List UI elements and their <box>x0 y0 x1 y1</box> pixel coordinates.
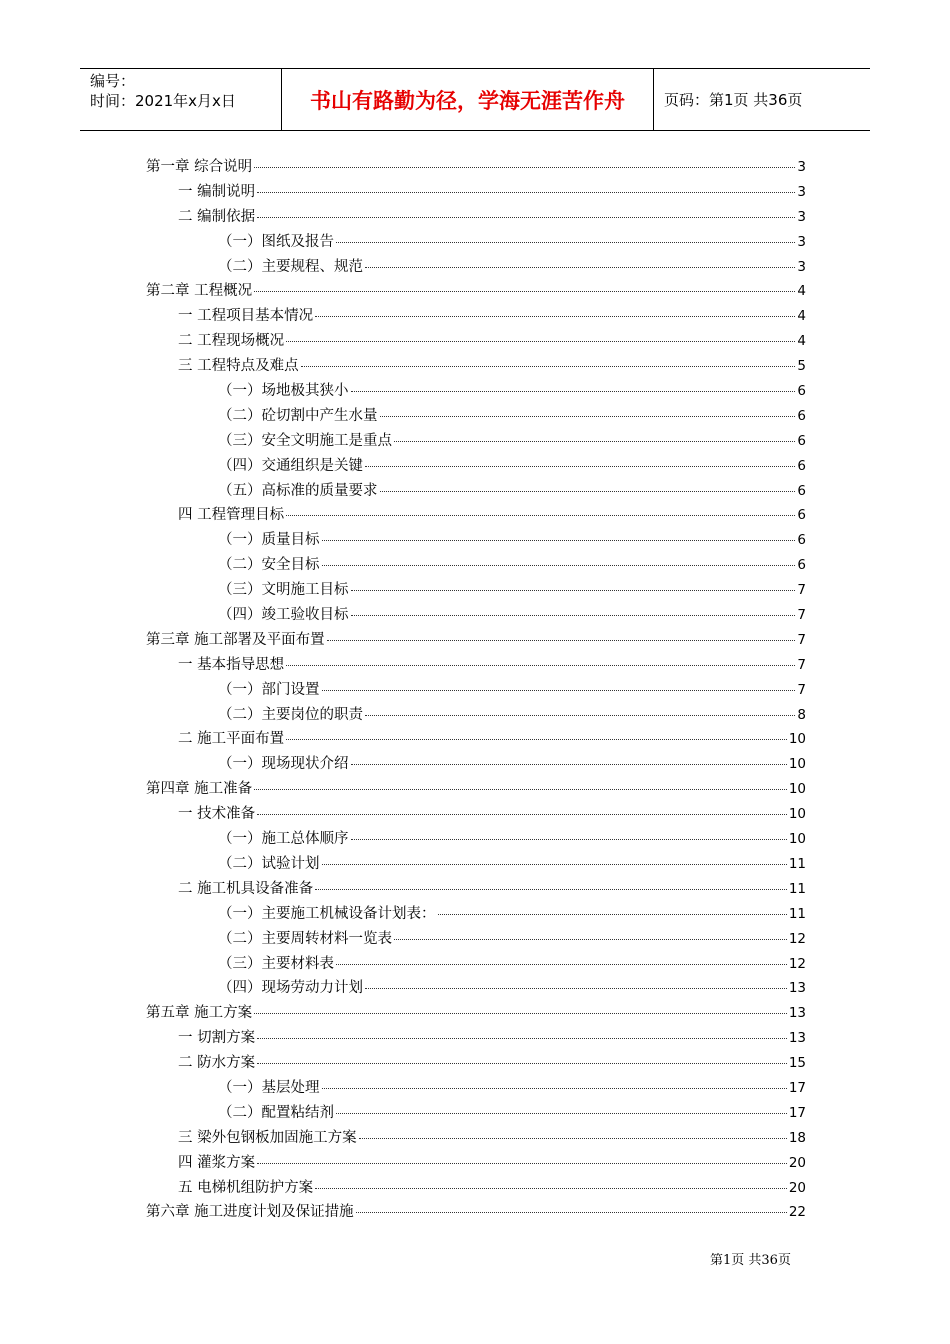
toc-entry-page: 3 <box>797 233 806 250</box>
toc-entry-title: 第三章 施工部署及平面布置 <box>146 631 325 648</box>
toc-entry-title: （一）部门设置 <box>218 681 320 698</box>
header-meta <box>80 69 281 130</box>
toc-entry[interactable] <box>146 678 806 703</box>
toc-leader-dots <box>257 1037 787 1039</box>
toc-leader-dots <box>257 813 787 815</box>
toc-entry-page: 7 <box>797 656 806 673</box>
toc-entry[interactable] <box>146 1051 806 1076</box>
toc-leader-dots <box>351 390 796 392</box>
toc-entry-page: 22 <box>788 1204 806 1221</box>
toc-leader-dots <box>438 913 787 915</box>
toc-entry-title: 第二章 工程概况 <box>146 283 253 300</box>
toc-leader-dots <box>286 664 795 666</box>
toc-entry-title: （一）质量目标 <box>218 532 320 549</box>
toc-entry-title: 第四章 施工准备 <box>146 781 253 798</box>
toc-entry-page: 13 <box>788 1005 806 1022</box>
toc-entry[interactable] <box>146 703 806 728</box>
toc-leader-dots <box>286 340 795 342</box>
toc-entry-title: （三）文明施工目标 <box>218 582 349 599</box>
toc-entry-page: 6 <box>797 383 806 400</box>
time-label: 时间：2021年x月x日 <box>90 92 236 110</box>
toc-entry-title: 三 梁外包钢板加固施工方案 <box>178 1129 357 1146</box>
toc-entry-page: 7 <box>797 681 806 698</box>
toc-entry[interactable] <box>146 1200 806 1225</box>
toc-entry-page: 17 <box>788 1104 806 1121</box>
toc-leader-dots <box>315 315 795 317</box>
toc-entry-title: 五 电梯机组防护方案 <box>178 1179 314 1196</box>
toc-entry-page: 3 <box>797 208 806 225</box>
toc-entry[interactable] <box>146 653 806 678</box>
toc-entry-title: 二 施工机具设备准备 <box>178 880 314 897</box>
toc-entry-page: 10 <box>788 831 806 848</box>
toc-entry[interactable] <box>146 503 806 528</box>
toc-entry[interactable] <box>146 578 806 603</box>
toc-entry-title: （二）主要周转材料一览表 <box>218 930 392 947</box>
toc-entry-title: 第五章 施工方案 <box>146 1005 253 1022</box>
toc-entry[interactable] <box>146 827 806 852</box>
toc-entry-title: 四 灌浆方案 <box>178 1154 256 1171</box>
toc-entry-title: （四）竣工验收目标 <box>218 607 349 624</box>
toc-leader-dots <box>394 938 787 940</box>
toc-entry-title: （一）施工总体顺序 <box>218 831 349 848</box>
toc-entry-title: （二）配置粘结剂 <box>218 1104 334 1121</box>
toc-entry[interactable] <box>146 454 806 479</box>
toc-entry[interactable] <box>146 927 806 952</box>
toc-entry-page: 6 <box>797 432 806 449</box>
toc-entry[interactable] <box>146 329 806 354</box>
toc-leader-dots <box>257 1062 787 1064</box>
toc-entry[interactable] <box>146 976 806 1001</box>
toc-leader-dots <box>380 415 796 417</box>
toc-entry-page: 6 <box>797 532 806 549</box>
toc-leader-dots <box>394 440 795 442</box>
toc-entry[interactable] <box>146 952 806 977</box>
toc-entry-page: 8 <box>797 706 806 723</box>
toc-entry-title: （二）试验计划 <box>218 855 320 872</box>
toc-entry-page: 10 <box>788 781 806 798</box>
toc-entry-page: 20 <box>788 1179 806 1196</box>
toc-entry[interactable] <box>146 752 806 777</box>
toc-entry-page: 4 <box>797 283 806 300</box>
toc-leader-dots <box>315 888 787 890</box>
toc-entry-title: 二 工程现场概况 <box>178 333 285 350</box>
toc-leader-dots <box>322 564 796 566</box>
toc-entry-page: 6 <box>797 557 806 574</box>
toc-entry-page: 7 <box>797 607 806 624</box>
toc-entry-title: 四 工程管理目标 <box>178 507 285 524</box>
toc-entry-page: 13 <box>788 1030 806 1047</box>
toc-entry[interactable] <box>146 255 806 280</box>
page-header <box>80 68 870 131</box>
toc-entry[interactable] <box>146 528 806 553</box>
toc-entry-page: 4 <box>797 333 806 350</box>
toc-entry-title: 第六章 施工进度计划及保证措施 <box>146 1204 354 1221</box>
toc-entry-title: （五）高标准的质量要求 <box>218 482 378 499</box>
toc-entry[interactable] <box>146 479 806 504</box>
toc-entry[interactable] <box>146 1026 806 1051</box>
toc-leader-dots <box>359 1137 787 1139</box>
toc-leader-dots <box>257 191 795 193</box>
header-motto: 书山有路勤为径，学海无涯苦作舟 <box>281 69 654 130</box>
toc-entry-title: （一）现场现状介绍 <box>218 756 349 773</box>
toc-leader-dots <box>322 539 796 541</box>
toc-entry-title: （二）主要规程、规范 <box>218 258 363 275</box>
toc-entry-title: （二）砼切割中产生水量 <box>218 407 378 424</box>
toc-leader-dots <box>322 863 787 865</box>
header-page-info: 页码：第1页 共36页 <box>664 91 803 109</box>
toc-entry[interactable] <box>146 279 806 304</box>
toc-entry[interactable] <box>146 180 806 205</box>
toc-entry-title: （二）安全目标 <box>218 557 320 574</box>
toc-entry-title: （一）基层处理 <box>218 1079 320 1096</box>
toc-entry-title: 二 编制依据 <box>178 208 256 225</box>
toc-entry-page: 10 <box>788 806 806 823</box>
toc-entry[interactable] <box>146 727 806 752</box>
toc-leader-dots <box>301 365 796 367</box>
toc-entry-page: 15 <box>788 1055 806 1072</box>
toc-leader-dots <box>336 963 787 965</box>
serial-label: 编号： <box>90 72 136 90</box>
toc-leader-dots <box>286 514 795 516</box>
toc-leader-dots <box>322 1087 787 1089</box>
toc-entry-page: 3 <box>797 258 806 275</box>
toc-entry-page: 11 <box>788 855 806 872</box>
toc-leader-dots <box>356 1211 787 1213</box>
toc-entry[interactable] <box>146 304 806 329</box>
page-footer: 第1页 共36页 <box>710 1253 791 1268</box>
toc-leader-dots <box>257 216 795 218</box>
toc-entry[interactable] <box>146 1126 806 1151</box>
toc-leader-dots <box>257 1162 787 1164</box>
toc-entry-page: 6 <box>797 507 806 524</box>
toc-entry-title: （三）主要材料表 <box>218 955 334 972</box>
toc-entry[interactable] <box>146 603 806 628</box>
toc-entry-page: 12 <box>788 955 806 972</box>
toc-entry-title: 一 切割方案 <box>178 1030 256 1047</box>
toc-leader-dots <box>254 788 787 790</box>
toc-entry-title: （一）图纸及报告 <box>218 233 334 250</box>
toc-entry-page: 10 <box>788 756 806 773</box>
toc-entry-page: 6 <box>797 482 806 499</box>
toc-entry-page: 12 <box>788 930 806 947</box>
toc-entry[interactable] <box>146 205 806 230</box>
toc-entry-page: 11 <box>788 880 806 897</box>
toc-leader-dots <box>315 1187 787 1189</box>
toc-entry-title: 三 工程特点及难点 <box>178 358 299 375</box>
toc-leader-dots <box>336 1112 787 1114</box>
toc-leader-dots <box>254 166 795 168</box>
toc-leader-dots <box>286 738 787 740</box>
toc-leader-dots <box>327 639 796 641</box>
toc-entry-title: 一 基本指导思想 <box>178 656 285 673</box>
toc-entry[interactable] <box>146 1101 806 1126</box>
toc-entry-title: （四）现场劳动力计划 <box>218 980 363 997</box>
toc-entry[interactable] <box>146 852 806 877</box>
toc-entry[interactable] <box>146 155 806 180</box>
toc-entry[interactable] <box>146 902 806 927</box>
toc-entry-title: （二）主要岗位的职责 <box>218 706 363 723</box>
toc-entry-page: 3 <box>797 159 806 175</box>
toc-entry[interactable] <box>146 777 806 802</box>
table-of-contents <box>146 155 806 1225</box>
toc-leader-dots <box>351 763 787 765</box>
toc-leader-dots <box>351 589 796 591</box>
toc-entry-page: 11 <box>788 905 806 922</box>
toc-entry-page: 20 <box>788 1154 806 1171</box>
toc-entry[interactable] <box>146 429 806 454</box>
toc-entry-title: （四）交通组织是关键 <box>218 457 363 474</box>
toc-leader-dots <box>254 290 795 292</box>
toc-entry-title: （三）安全文明施工是重点 <box>218 432 392 449</box>
toc-entry-page: 6 <box>797 457 806 474</box>
toc-entry-title: （一）主要施工机械设备计划表： <box>218 905 436 922</box>
toc-entry-title: （一）场地极其狭小 <box>218 383 349 400</box>
toc-entry-page: 4 <box>797 308 806 325</box>
toc-leader-dots <box>254 1012 787 1014</box>
toc-leader-dots <box>351 838 787 840</box>
toc-entry[interactable] <box>146 802 806 827</box>
toc-entry[interactable] <box>146 1176 806 1201</box>
toc-entry-page: 6 <box>797 407 806 424</box>
toc-entry[interactable] <box>146 553 806 578</box>
toc-leader-dots <box>365 266 795 268</box>
toc-leader-dots <box>365 714 795 716</box>
toc-entry-page: 5 <box>797 358 806 375</box>
toc-entry-title: 二 施工平面布置 <box>178 731 285 748</box>
toc-entry[interactable] <box>146 1076 806 1101</box>
toc-leader-dots <box>365 987 787 989</box>
toc-entry[interactable] <box>146 354 806 379</box>
toc-entry[interactable] <box>146 628 806 653</box>
toc-entry[interactable] <box>146 877 806 902</box>
toc-entry-page: 7 <box>797 582 806 599</box>
toc-entry-title: 二 防水方案 <box>178 1055 256 1072</box>
toc-entry-title: 一 技术准备 <box>178 806 256 823</box>
toc-leader-dots <box>380 490 796 492</box>
toc-entry-page: 10 <box>788 731 806 748</box>
toc-leader-dots <box>351 614 796 616</box>
toc-leader-dots <box>322 689 796 691</box>
toc-entry[interactable] <box>146 1001 806 1026</box>
toc-entry-page: 17 <box>788 1079 806 1096</box>
toc-entry-title: 一 工程项目基本情况 <box>178 308 314 325</box>
toc-entry-page: 3 <box>797 183 806 200</box>
toc-entry[interactable] <box>146 379 806 404</box>
toc-entry[interactable] <box>146 1151 806 1176</box>
toc-entry-title: 一 编制说明 <box>178 183 256 200</box>
toc-leader-dots <box>365 465 795 467</box>
toc-entry-title: 第一章 综合说明 <box>146 159 253 175</box>
toc-entry[interactable] <box>146 230 806 255</box>
toc-entry-page: 13 <box>788 980 806 997</box>
toc-entry[interactable] <box>146 404 806 429</box>
toc-leader-dots <box>336 241 795 243</box>
toc-entry-page: 18 <box>788 1129 806 1146</box>
toc-entry-page: 7 <box>797 631 806 648</box>
